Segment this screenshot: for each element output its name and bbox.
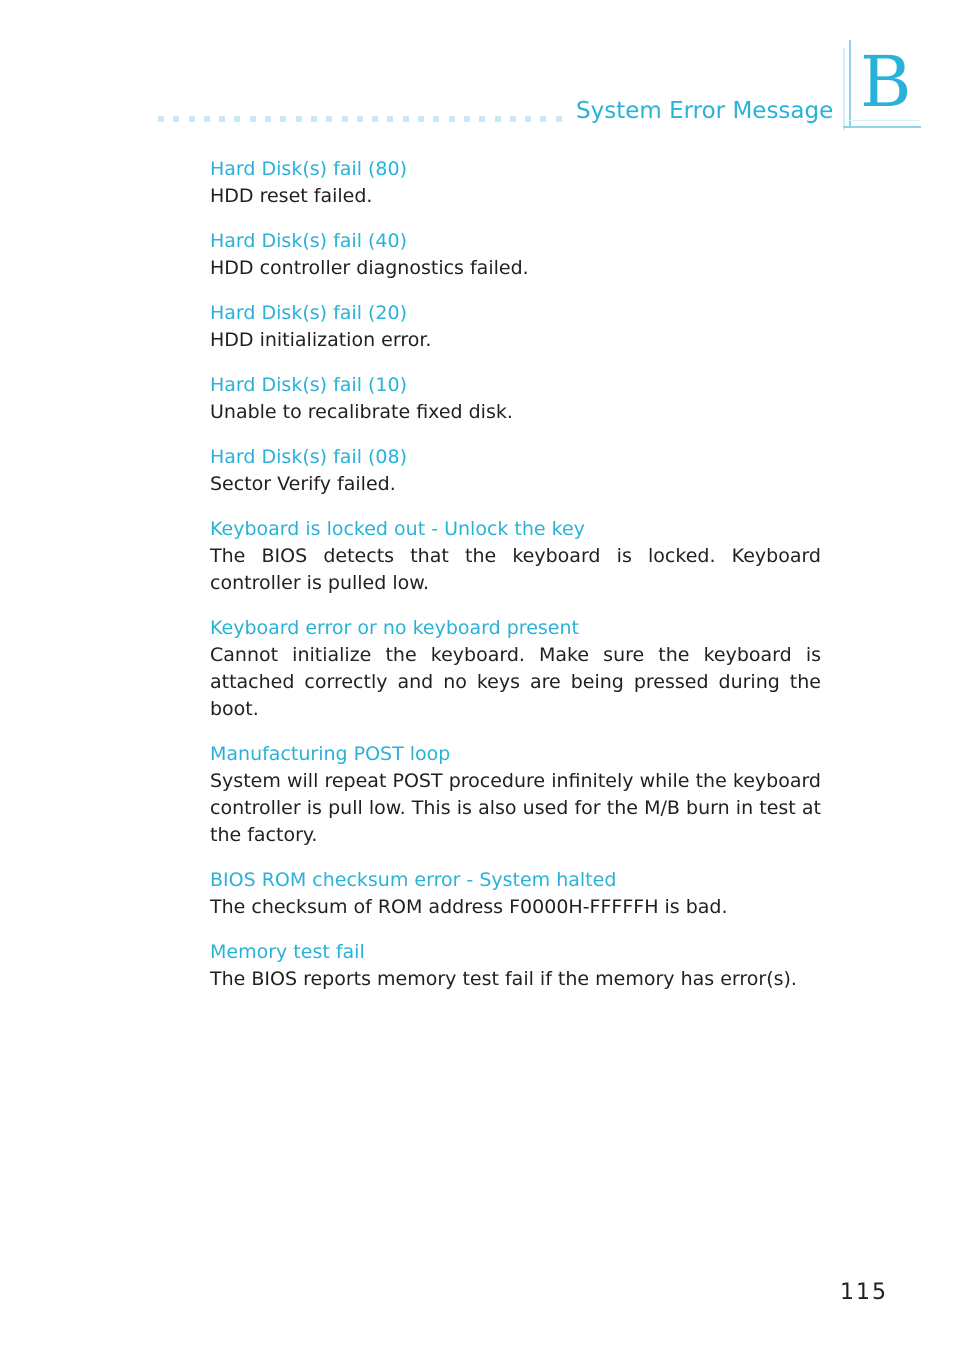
appendix-tab: [843, 40, 921, 130]
appendix-letter: B: [860, 41, 912, 123]
error-title: Hard Disk(s) fail (08): [210, 446, 408, 468]
page-number: 115: [840, 1280, 888, 1305]
error-title: Hard Disk(s) fail (20): [210, 302, 408, 324]
error-entry: [210, 228, 821, 282]
error-description: The checksum of ROM address F0000H-FFFFFH is bad.: [210, 896, 728, 918]
error-description: HDD initialization error.: [210, 329, 432, 351]
error-entry: [210, 444, 821, 498]
error-title: Hard Disk(s) fail (40): [210, 230, 408, 252]
error-description: System will repeat POST procedure infinitely while the keyboard controller is pull low. This is also used for the M/B burn in test at the factory.: [210, 770, 821, 846]
error-entry: [210, 741, 821, 849]
error-description: The BIOS reports memory test fail if the memory has error(s).: [210, 968, 797, 990]
error-title: Manufacturing POST loop: [210, 743, 451, 765]
error-title: Hard Disk(s) fail (80): [210, 158, 408, 180]
error-entry: [210, 867, 821, 921]
error-entry: [210, 516, 821, 597]
error-description: Cannot initialize the keyboard. Make sure the keyboard is attached correctly and no keys are being pressed during the boot.: [210, 644, 821, 720]
error-entry: [210, 939, 821, 993]
error-description: HDD controller diagnostics failed.: [210, 257, 529, 279]
header-dot-rule: [158, 115, 562, 123]
error-message-list: [210, 156, 821, 1011]
error-entry: [210, 156, 821, 210]
error-entry: [210, 372, 821, 426]
error-title: BIOS ROM checksum error - System halted: [210, 869, 617, 891]
error-description: The BIOS detects that the keyboard is locked. Keyboard controller is pulled low.: [210, 545, 821, 594]
error-title: Keyboard is locked out - Unlock the key: [210, 518, 585, 540]
error-description: Unable to recalibrate fixed disk.: [210, 401, 513, 423]
section-title: System Error Message: [576, 98, 834, 124]
error-description: Sector Verify failed.: [210, 473, 396, 495]
error-title: Keyboard error or no keyboard present: [210, 617, 579, 639]
error-title: Hard Disk(s) fail (10): [210, 374, 408, 396]
error-entry: [210, 300, 821, 354]
error-description: HDD reset failed.: [210, 185, 373, 207]
error-title: Memory test fail: [210, 941, 365, 963]
error-entry: [210, 615, 821, 723]
